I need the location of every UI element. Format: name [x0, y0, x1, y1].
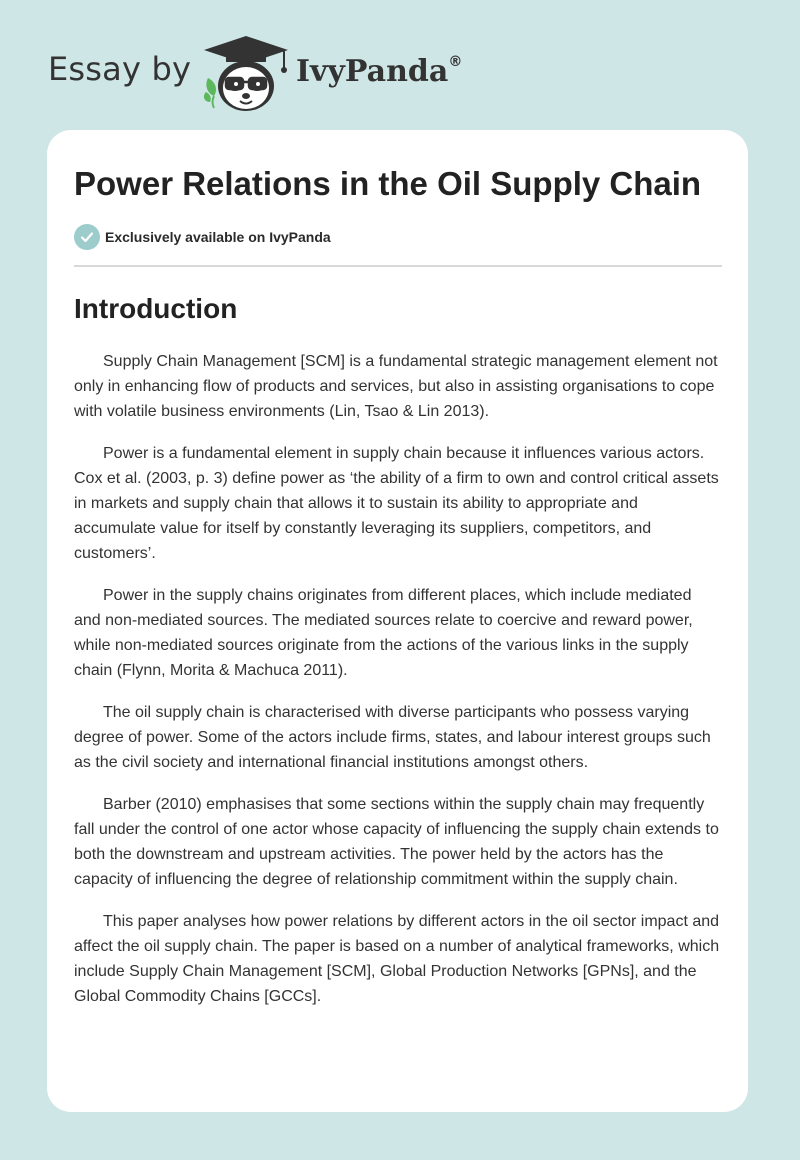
essay-body [74, 349, 722, 1009]
essay-content [74, 162, 722, 1026]
paragraph: Barber (2010) emphasises that some sections within the supply chain may frequently fall under the control of one actor whose capacity of influencing the supply chain extends to both the downstream and upstream activities. The power held by the actors has the capacity of influencing the degree of relationship commitment within the supply chain. [74, 796, 719, 888]
paragraph: The oil supply chain is characterised with diverse participants who possess varying degree of power. Some of the actors include firms, states, and labour interest groups such as the civil society and international financial institutions amongst others. [74, 704, 711, 771]
check-circle-icon [74, 224, 100, 250]
paragraph: Power in the supply chains originates from different places, which include mediated and non-mediated sources. The mediated sources relate to coercive and reward power, while non-mediated sources originate from the actions of the various links in the supply chain (Flynn, Morita & Machuca 2011). [74, 587, 693, 679]
panda-logo-icon[interactable] [200, 34, 292, 114]
site-header [48, 34, 748, 114]
badge-text: Exclusively available on IvyPanda [105, 229, 331, 245]
brand-name-text: IvyPanda [296, 54, 449, 89]
paragraph: Power is a fundamental element in supply chain because it influences various actors. Cox et al. (2003, p. 3) define power as ‘the ability of a firm to own and control critical assets in markets and supply chain that allows it to sustain its ability to appropriate and accumulate value for itself by constantly leveraging its suppliers, competitors, and customers’. [74, 445, 719, 562]
section-heading: Introduction [74, 293, 238, 324]
essay-title: Power Relations in the Oil Supply Chain [74, 165, 702, 202]
paragraph: Supply Chain Management [SCM] is a fundamental strategic management element not only in enhancing flow of products and services, but also in assisting organisations to cope with volatile business environments (Lin, Tsao & Lin 2013). [74, 353, 718, 420]
essay-card [47, 130, 748, 1112]
registered-mark: ® [448, 54, 463, 70]
paragraph: This paper analyses how power relations by different actors in the oil sector impact and affect the oil supply chain. The paper is based on a number of analytical frameworks, which include Supply Chain Management [SCM], Global Production Networks [GPNs], and the Global Commodity Chains [GCCs]. [74, 913, 720, 1005]
title-divider [74, 265, 722, 267]
exclusive-badge [74, 223, 722, 251]
brand-name[interactable] [296, 54, 462, 89]
brand-prefix: Essay by [48, 50, 192, 88]
